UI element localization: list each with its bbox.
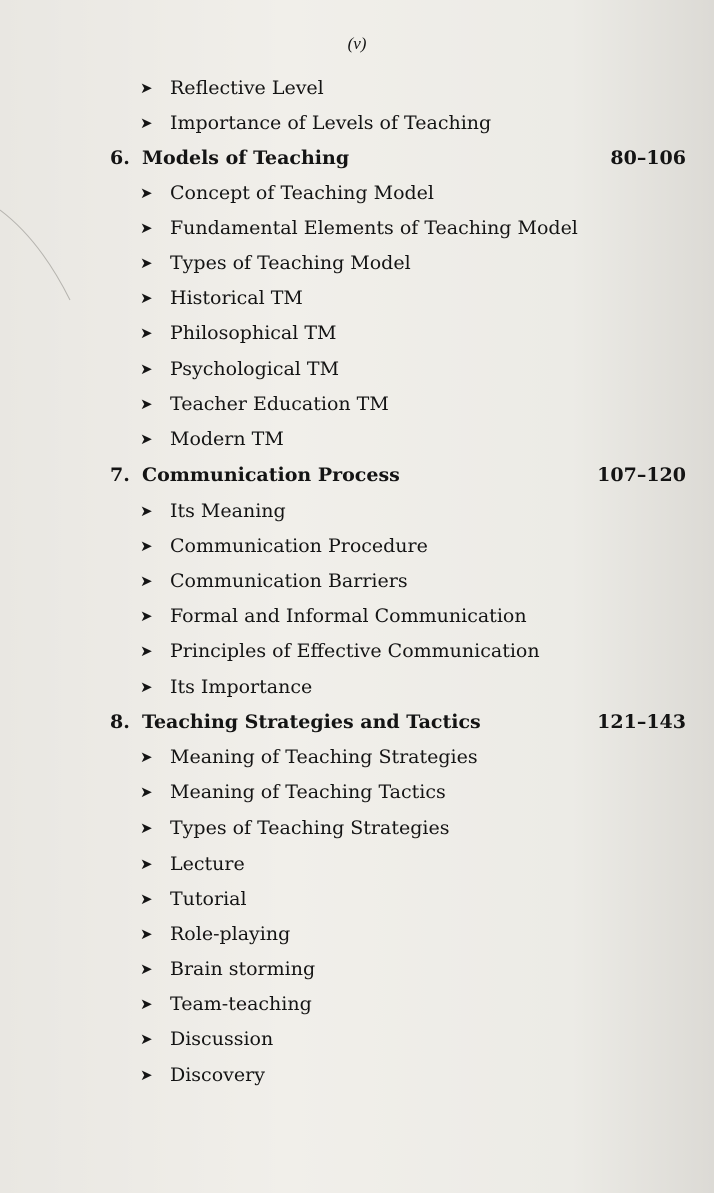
toc-item-label: Meaning of Teaching Strategies <box>170 746 478 768</box>
chapter-heading-8[interactable] <box>110 710 481 734</box>
toc-item-label: Tutorial <box>170 888 247 910</box>
toc-item-label: Psychological TM <box>170 358 340 380</box>
toc-item-label: Its Meaning <box>170 500 286 522</box>
arrow-bullet-icon: ➤ <box>140 395 153 413</box>
toc-item-label: Historical TM <box>170 287 303 309</box>
toc-item-label: Discovery <box>170 1064 265 1086</box>
arrow-bullet-icon: ➤ <box>140 925 153 943</box>
arrow-bullet-icon: ➤ <box>140 995 153 1013</box>
arrow-bullet-icon: ➤ <box>140 678 153 696</box>
arrow-bullet-icon: ➤ <box>140 642 153 660</box>
chapter-pages-6: 80–106 <box>610 147 686 169</box>
chapter-heading-6[interactable] <box>110 146 349 170</box>
arrow-bullet-icon: ➤ <box>140 254 153 272</box>
toc-item-label: Teacher Education TM <box>170 393 389 415</box>
toc-item-label: Communication Procedure <box>170 535 428 557</box>
chapter-number: 7. <box>110 464 130 486</box>
toc-item-label: Philosophical TM <box>170 322 337 344</box>
toc-item-label: Its Importance <box>170 676 313 698</box>
arrow-bullet-icon: ➤ <box>140 430 153 448</box>
chapter-number: 8. <box>110 711 130 733</box>
arrow-bullet-icon: ➤ <box>140 748 153 766</box>
arrow-bullet-icon: ➤ <box>140 79 153 97</box>
toc-item-label: Fundamental Elements of Teaching Model <box>170 217 578 239</box>
arrow-bullet-icon: ➤ <box>140 1030 153 1048</box>
arrow-bullet-icon: ➤ <box>140 572 153 590</box>
arrow-bullet-icon: ➤ <box>140 114 153 132</box>
arrow-bullet-icon: ➤ <box>140 537 153 555</box>
arrow-bullet-icon: ➤ <box>140 783 153 801</box>
arrow-bullet-icon: ➤ <box>140 960 153 978</box>
toc-item-label: Concept of Teaching Model <box>170 182 434 204</box>
toc-item-label: Team-teaching <box>170 993 312 1015</box>
arrow-bullet-icon: ➤ <box>140 1066 153 1084</box>
toc-item-label: Importance of Levels of Teaching <box>170 112 492 134</box>
arrow-bullet-icon: ➤ <box>140 289 153 307</box>
arrow-bullet-icon: ➤ <box>140 607 153 625</box>
chapter-title: Teaching Strategies and Tactics <box>142 711 481 733</box>
arrow-bullet-icon: ➤ <box>140 819 153 837</box>
chapter-title: Models of Teaching <box>142 147 350 169</box>
arrow-bullet-icon: ➤ <box>140 855 153 873</box>
toc-item-label: Modern TM <box>170 428 284 450</box>
arrow-bullet-icon: ➤ <box>140 184 153 202</box>
chapter-title: Communication Process <box>142 464 400 486</box>
arrow-bullet-icon: ➤ <box>140 890 153 908</box>
toc-item-label: Formal and Informal Communication <box>170 605 527 627</box>
toc-item-label: Meaning of Teaching Tactics <box>170 781 446 803</box>
arrow-bullet-icon: ➤ <box>140 324 153 342</box>
toc-item-label: Brain storming <box>170 958 316 980</box>
toc-item-label: Reflective Level <box>170 77 324 99</box>
chapter-heading-7[interactable] <box>110 463 400 487</box>
arrow-bullet-icon: ➤ <box>140 219 153 237</box>
page-number: (v) <box>347 34 367 53</box>
toc-item-label: Principles of Effective Communication <box>170 640 540 662</box>
toc-item-label: Lecture <box>170 853 245 875</box>
toc-item-label: Types of Teaching Strategies <box>170 817 450 839</box>
arrow-bullet-icon: ➤ <box>140 360 153 378</box>
toc-item-label: Types of Teaching Model <box>170 252 411 274</box>
margin-mark <box>0 190 80 310</box>
toc-item-label: Communication Barriers <box>170 570 408 592</box>
chapter-pages-8: 121–143 <box>597 711 686 733</box>
chapter-number: 6. <box>110 147 130 169</box>
arrow-bullet-icon: ➤ <box>140 502 153 520</box>
chapter-pages-7: 107–120 <box>597 464 686 486</box>
toc-item-label: Discussion <box>170 1028 274 1050</box>
toc-item-label: Role-playing <box>170 923 291 945</box>
